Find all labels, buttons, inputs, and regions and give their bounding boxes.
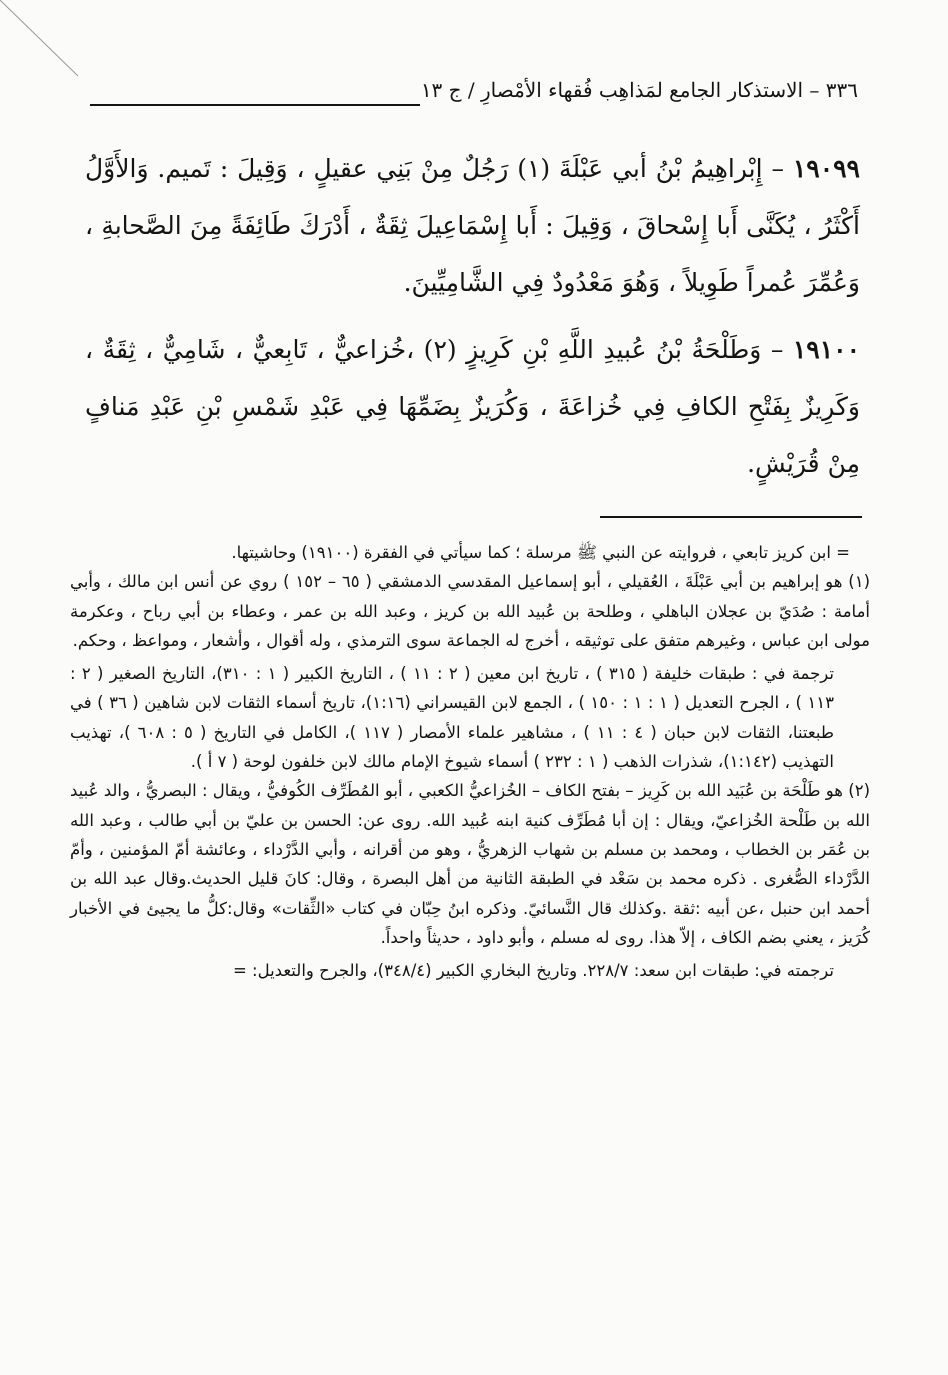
- footnote-marker: (٢): [848, 781, 870, 801]
- header-rule: [90, 104, 420, 106]
- footnotes: [70, 538, 870, 985]
- footnote-2-references: ترجمته في: طبقات ابن سعد: ٢٢٨/٧. وتاريخ البخاري الكبير (٣٤٨/٤)، والجرح والتعديل: =: [232, 961, 834, 981]
- footnote-separator: [600, 516, 862, 518]
- main-text: [85, 140, 860, 502]
- running-header: ٣٣٦ – الاستذكار الجامع لمَذاهِب فُقهاء الأمْصارِ / ج ١٣: [420, 78, 858, 102]
- footnote-marker: (١): [848, 572, 870, 592]
- entry-text: – وَطَلْحَةُ بْنُ عُبيدِ اللَّهِ بْنِ كَرِيزٍ (٢) ،خُزاعيٌّ ، تَابِعيٌّ ، شَامِيٌّ ، ثِقَةٌ ، وَكَرِيزٌ بِفَتْحِ الكافِ فِي خُزاعَةَ ، وَكُرَيزٌ بِضَمِّهَا فِي عَبْدِ شَمْسِ بْنِ عَبْدِ مَنافٍ مِنْ قُرَيْشٍ.: [85, 335, 860, 478]
- footnote-2: [70, 776, 870, 952]
- footnote-text: هو إبراهيم بن أبي عَبْلَةَ ، العُقيلي ، أبو إسماعيل المقدسي الدمشقي ( ٦٥ – ١٥٢ ) روي عن أنس ابن مالك ، وأبي أمامة : صُدَيّ بن عجلان الباهلي ، وطلحة بن عُبيد الله بن كريز ، وعبد الله بن عمر ، وعطاء بن أبي رباح ، وعكرمة مولى ابن عباس ، وغيرهم متفق على توثيقه ، أخرج له الجماعة سوى الترمذي ، وله أقوال ، وأشعار ، ومواعظ ، وحكم.: [70, 572, 870, 650]
- entry-text: – إِبْراهِيمُ بْنُ أبي عَبْلَةَ (١) رَجُلٌ مِنْ بَنِي عقيلٍ ، وَقِيلَ : تَميم. وَالأَوَّلُ أَكْثَرُ ، يُكَنَّى أَبا إِسْحاقَ ، وَقِيلَ : أَبا إِسْمَاعِيلَ ثِقَةٌ ، أَدْرَكَ طَائِفَةً مِنَ الصَّحابةِ ، وَعُمِّرَ عُمراً طَوِيلاً ، وَهُوَ مَعْدُودٌ فِي الشَّامِيِّينَ.: [85, 154, 860, 297]
- footnote-text: هو طَلْحَة بن عُبَيد الله بن كَرِيز – بفتح الكاف – الخُزاعيُّ الكعبي ، أبو المُطَرِّف الكُوفيُّ ، ويقال : البصريُّ ، والد عُبيد الله بن طَلْحة الخُزاعيّ، ويقال : إن أبا مُطَرِّف كنية ابنه عُبيد الله. روى عن: الحسن بن عليّ بن أبي طالب ، وعبد الله بن عُمَر بن الخطاب ، ومحمد بن مسلم بن شهاب الزهريُّ ، وهو من أقرانه ، وأبي الدَّرْداء ، وعائشة أمّ المؤمنين ، وأمّ الدَّرْداء الصُّغرى . ذكره محمد بن سَعْد في الطبقة الثانية من أهل البصرة ، وقال: كانَ قليل الحديث.وقال عبد الله بن أحمد ابن حنبل ،عن أبيه :ثقة .وكذلك قال النَّسائيّ. وذكره ابنُ حِبّان في كتاب «الثِّقات» وقال:كلُّ ما يجيئ في الأخبار كُرَيز ، يعني بضم الكاف ، إلاّ هذا. روى له مسلم ، وأبو داود ، حديثاً واحداً.: [70, 781, 870, 947]
- footnote-continuation: = ابن كريز تابعي ، فروايته عن النبي ﷺ مرسلة ؛ كما سيأتي في الفقرة (١٩١٠٠) وحاشيتها.: [231, 543, 850, 562]
- entry-number: ١٩١٠٠: [792, 335, 860, 364]
- entry-19099: [85, 140, 860, 311]
- entry-number: ١٩٠٩٩: [792, 154, 860, 183]
- footnote-1: [70, 567, 870, 655]
- entry-19100: [85, 321, 860, 492]
- scan-artifact-line: [0, 0, 80, 80]
- footnote-1-references: ترجمة في : طبقات خليفة ( ٣١٥ ) ، تاريخ ابن معين ( ٢ : ١١ ) ، التاريخ الكبير ( ١ : ٣١٠)، التاريخ الصغير ( ٢ : ١١٣ ) ، الجرح التعديل ( ١ : ١ : ١٥٠ ) ، الجمع لابن القيسراني (١:١٦)، تاريخ أسماء الثقات لابن شاهين ( ٣٦ ) في طبعتنا، الثقات لابن حبان ( ٤ : ١١ ) ، مشاهير علماء الأمصار ( ١١٧ )، الكامل في التاريخ ( ٥ : ٦٠٨ )، تهذيب التهذيب (١:١٤٢)، شذرات الذهب ( ١ : ٢٣٢ ) أسماء شيوخ الإمام مالك لابن خلفون لوحة ( ٧ أ ).: [70, 664, 834, 772]
